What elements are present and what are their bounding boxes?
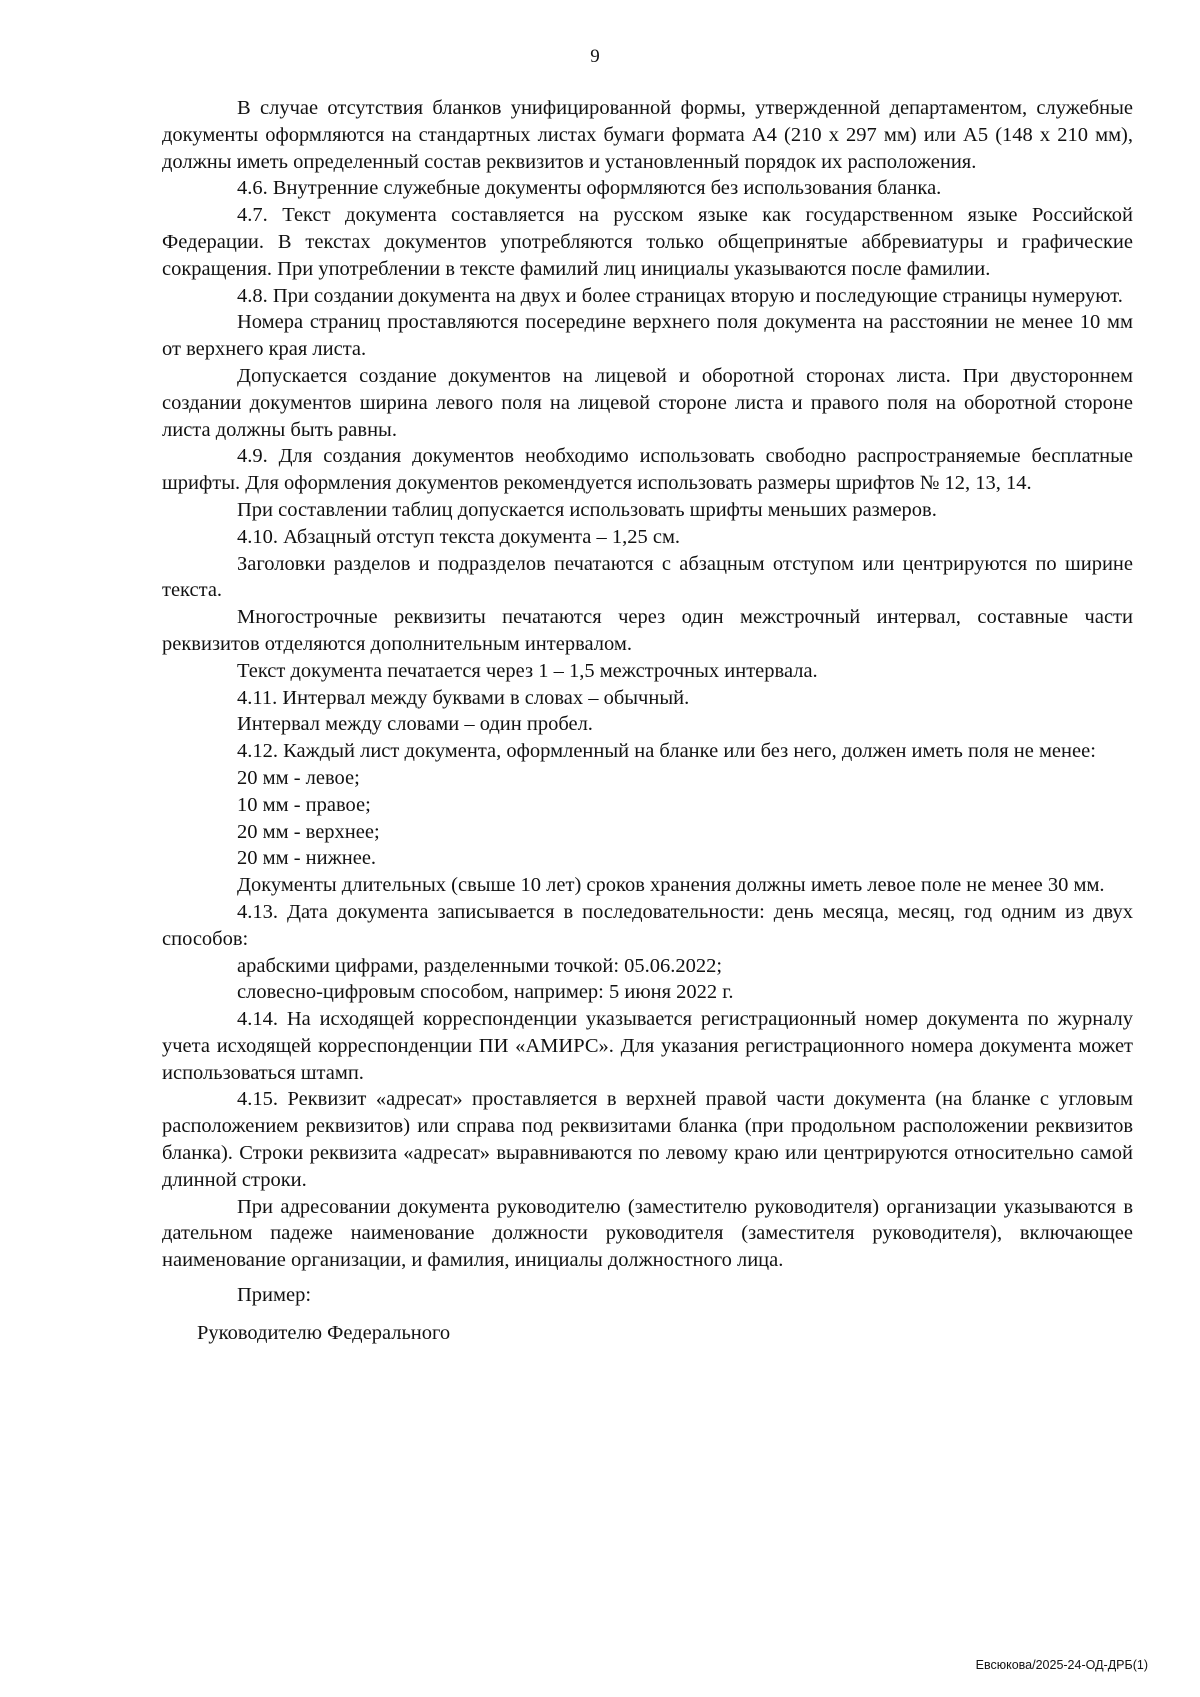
paragraph-two-sided: Допускается создание документов на лицевой и оборотной сторонах листа. При двустороннем создании документов ширина левого поля на лицевой стороне листа и правого поля на оборотной стороне листа должны быть равны. <box>162 364 1133 441</box>
paragraph-page-numbers: Номера страниц проставляются посередине верхнего поля документа на расстоянии не менее 10 мм от верхнего края листа. <box>162 311 1133 361</box>
margin-top-item: 20 мм - верхнее; <box>237 820 380 843</box>
document-body <box>162 95 1133 1347</box>
paragraph-4-14: 4.14. На исходящей корреспонденции указывается регистрационный номер документа по журналу учета исходящей корреспонденции ПИ «АМИРС». Для указания регистрационного номера документа может использоваться штамп. <box>162 1008 1133 1084</box>
margin-left-item: 20 мм - левое; <box>237 766 360 789</box>
paragraph-long-storage: Документы длительных (свыше 10 лет) сроков хранения должны иметь левое поле не менее 30 мм. <box>237 874 1105 897</box>
paragraph-4-12: 4.12. Каждый лист документа, оформленный на бланке или без него, должен иметь поля не менее: <box>237 740 1096 763</box>
paragraph-4-8: 4.8. При создании документа на двух и более страницах вторую и последующие страницы нумеруют. <box>237 284 1123 307</box>
margin-right-item: 10 мм - правое; <box>237 793 371 816</box>
paragraph-4-10: 4.10. Абзацный отступ текста документа – 1,25 см. <box>237 525 681 548</box>
paragraph-multiline-requisites: Многострочные реквизиты печатаются через один межстрочный интервал, составные части реквизитов отделяются дополнительным интервалом. <box>162 606 1133 655</box>
paragraph-4-15: 4.15. Реквизит «адресат» проставляется в верхней правой части документа (на бланке с угловым расположением реквизитов) или справа под реквизитами бланка (при продольном расположении реквизитов бланка). Строки реквизита «адресат» выравниваются по левому краю или центрируются относительно самой длинной строки. <box>162 1088 1133 1191</box>
paragraph-headings: Заголовки разделов и подразделов печатаются с абзацным отступом или центрируются по ширине текста. <box>162 552 1133 602</box>
paragraph-4-9: 4.9. Для создания документов необходимо использовать свободно распространяемые бесплатные шрифты. Для оформления документов рекомендуется использовать размеры шрифтов № 12, 13, 14. <box>162 445 1133 495</box>
paragraph-line-spacing: Текст документа печатается через 1 – 1,5 межстрочных интервала. <box>237 659 818 682</box>
paragraph-4-13: 4.13. Дата документа записывается в последовательности: день месяца, месяц, год одним из двух способов: <box>162 900 1133 950</box>
paragraph-word-spacing: Интервал между словами – один пробел. <box>237 713 593 736</box>
document-footer-code: Евсюкова/2025-24-ОД-ДРБ(1) <box>975 1658 1148 1672</box>
paragraph-addressing: При адресовании документа руководителю (заместителю руководителя) организации указываются в дательном падеже наименование должности руководителя (заместителя руководителя), включающее наименование организации, и фамилия, инициалы должностного лица. <box>162 1195 1133 1272</box>
example-label: Пример: <box>237 1284 312 1307</box>
page-number: 9 <box>590 46 600 67</box>
margin-bottom-item: 20 мм - нижнее. <box>237 847 377 870</box>
date-format-numeric: арабскими цифрами, разделенными точкой: 05.06.2022; <box>237 954 723 977</box>
paragraph-4-7: 4.7. Текст документа составляется на русском языке как государственном языке Российской Федерации. В текстах документов употребляются только общепринятые аббревиатуры и графические сокращения. При употреблении в тексте фамилий лиц инициалы указываются после фамилии. <box>162 204 1133 280</box>
addressee-line: Руководителю Федерального <box>197 1321 451 1344</box>
paragraph-blank-absence: В случае отсутствия бланков унифицированной формы, утвержденной департаментом, служебные документы оформляются на стандартных листах бумаги формата А4 (210 x 297 мм) или А5 (148 x 210 мм), должны иметь определенный состав реквизитов и установленный порядок их расположения. <box>162 97 1133 173</box>
paragraph-tables-fonts: При составлении таблиц допускается использовать шрифты меньших размеров. <box>237 498 937 521</box>
date-format-verbal: словесно-цифровым способом, например: 5 июня 2022 г. <box>237 981 734 1004</box>
paragraph-4-11: 4.11. Интервал между буквами в словах – обычный. <box>237 686 690 709</box>
paragraph-4-6: 4.6. Внутренние служебные документы оформляются без использования бланка. <box>237 177 942 200</box>
